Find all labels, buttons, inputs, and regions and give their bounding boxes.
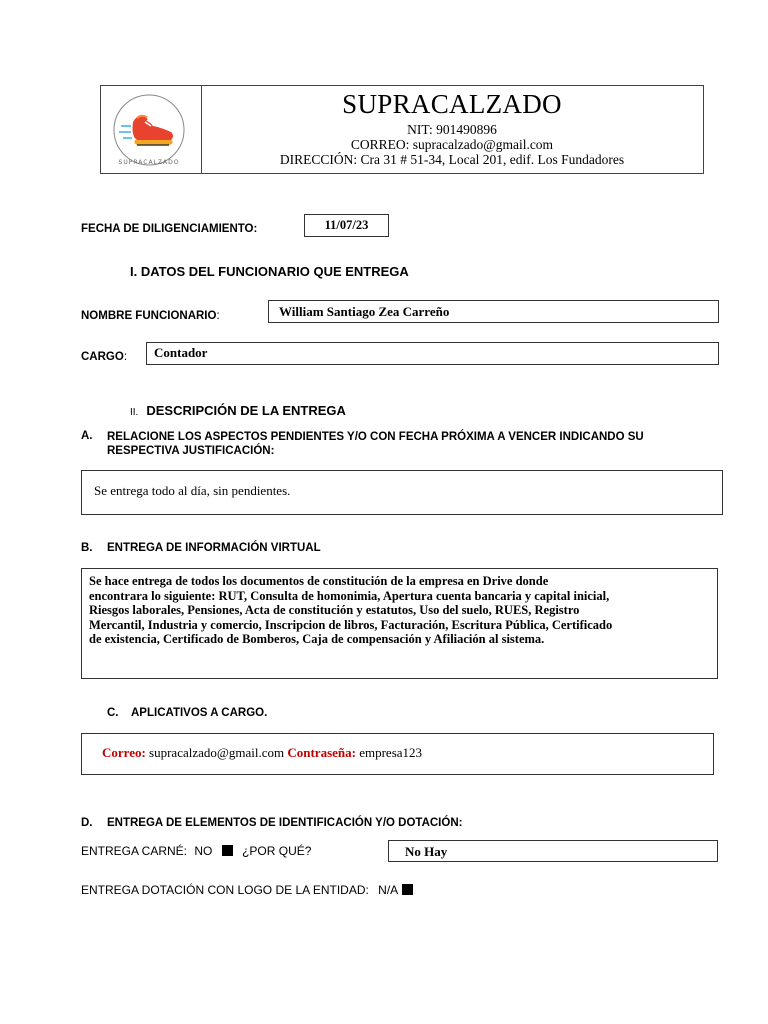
carne-checkbox[interactable]	[222, 845, 233, 856]
dotacion-checkbox[interactable]	[402, 884, 413, 895]
a-value: Se entrega todo al día, sin pendientes.	[94, 483, 291, 498]
c-correo-label: Correo:	[102, 745, 146, 760]
company-nit: NIT: 901490896	[407, 122, 497, 137]
b-text	[89, 574, 612, 647]
company-email: CORREO: supracalzado@gmail.com	[350, 137, 554, 152]
nombre-field[interactable]	[268, 300, 719, 323]
section1-title: I. DATOS DEL FUNCIONARIO QUE ENTREGA	[130, 264, 409, 279]
dotacion-row	[81, 883, 413, 897]
shoe-logo-icon	[101, 86, 201, 173]
fecha-field[interactable]	[304, 214, 389, 237]
b-letter: B.	[81, 542, 93, 554]
a-title-line1: RELACIONE LOS ASPECTOS PENDIENTES Y/O CON FECHA PRÓXIMA A VENCER INDICANDO SU	[107, 431, 644, 443]
a-field[interactable]	[81, 470, 723, 515]
nombre-label-row	[81, 306, 220, 324]
dotacion-label: ENTREGA DOTACIÓN CON LOGO DE LA ENTIDAD:	[81, 883, 369, 897]
carne-label: ENTREGA CARNÉ:	[81, 844, 188, 858]
carne-row	[81, 844, 311, 858]
section2-numeral: II.	[130, 407, 139, 418]
dotacion-value: N/A	[378, 883, 398, 897]
a-title-line2: RESPECTIVA JUSTIFICACIÓN:	[107, 445, 275, 457]
cargo-value: Contador	[154, 345, 208, 360]
c-letter: C.	[107, 707, 119, 719]
document-header	[100, 85, 704, 174]
a-title	[107, 430, 644, 458]
company-address: DIRECCIÓN: Cra 31 # 51-34, Local 201, edif. Los Fundadores	[279, 152, 625, 167]
nombre-colon: :	[216, 310, 220, 322]
cargo-colon: :	[123, 351, 128, 363]
d-letter: D.	[81, 817, 93, 829]
section2-heading	[130, 402, 346, 420]
a-letter: A.	[81, 430, 93, 442]
company-name: SUPRACALZADO	[342, 89, 562, 119]
b-line: de existencia, Certificado de Bomberos, Caja de compensación y Afiliación al sistema.	[89, 632, 545, 646]
carne-field[interactable]	[388, 840, 718, 862]
carne-no: NO	[194, 844, 213, 858]
fecha-value: 11/07/23	[324, 218, 369, 232]
carne-value: No Hay	[405, 844, 448, 859]
b-line: encontrara lo siguiente: RUT, Consulta de homonimia, Apertura cuenta bancaria y capital inicial,	[89, 588, 610, 603]
c-pass-label: Contraseña:	[287, 745, 356, 760]
carne-why-label: ¿POR QUÉ?	[242, 844, 312, 858]
fecha-label: FECHA DE DILIGENCIAMIENTO:	[81, 223, 258, 235]
c-correo-value: supracalzado@gmail.com	[149, 745, 285, 760]
b-line: Mercantil, Industria y comercio, Inscripcion de libros, Facturación, Escritura Pública, Certificado	[89, 617, 613, 632]
b-title: ENTREGA DE INFORMACIÓN VIRTUAL	[107, 542, 321, 554]
logo-cell	[101, 86, 202, 173]
c-credentials	[102, 745, 422, 761]
nombre-value: William Santiago Zea Carreño	[279, 304, 450, 319]
c-field[interactable]	[81, 733, 714, 775]
c-pass-value: empresa123	[359, 745, 423, 760]
b-line: Riesgos laborales, Pensiones, Acta de constitución y estatutos, Uso del suelo, RUES, Registro	[89, 603, 580, 617]
d-title: ENTREGA DE ELEMENTOS DE IDENTIFICACIÓN Y/O DOTACIÓN:	[107, 817, 463, 829]
logo-text: SUPRACALZADO	[118, 159, 180, 166]
cargo-field[interactable]	[146, 342, 719, 365]
b-line: Se hace entrega de todos los documentos de constitución de la empresa en Drive donde	[89, 574, 549, 588]
c-title: APLICATIVOS A CARGO.	[131, 707, 268, 719]
section2-title: DESCRIPCIÓN DE LA ENTREGA	[146, 403, 346, 418]
nombre-label: NOMBRE FUNCIONARIO	[81, 310, 217, 322]
b-field[interactable]	[81, 568, 718, 679]
cargo-label: CARGO	[81, 351, 124, 363]
cargo-label-row	[81, 347, 127, 365]
